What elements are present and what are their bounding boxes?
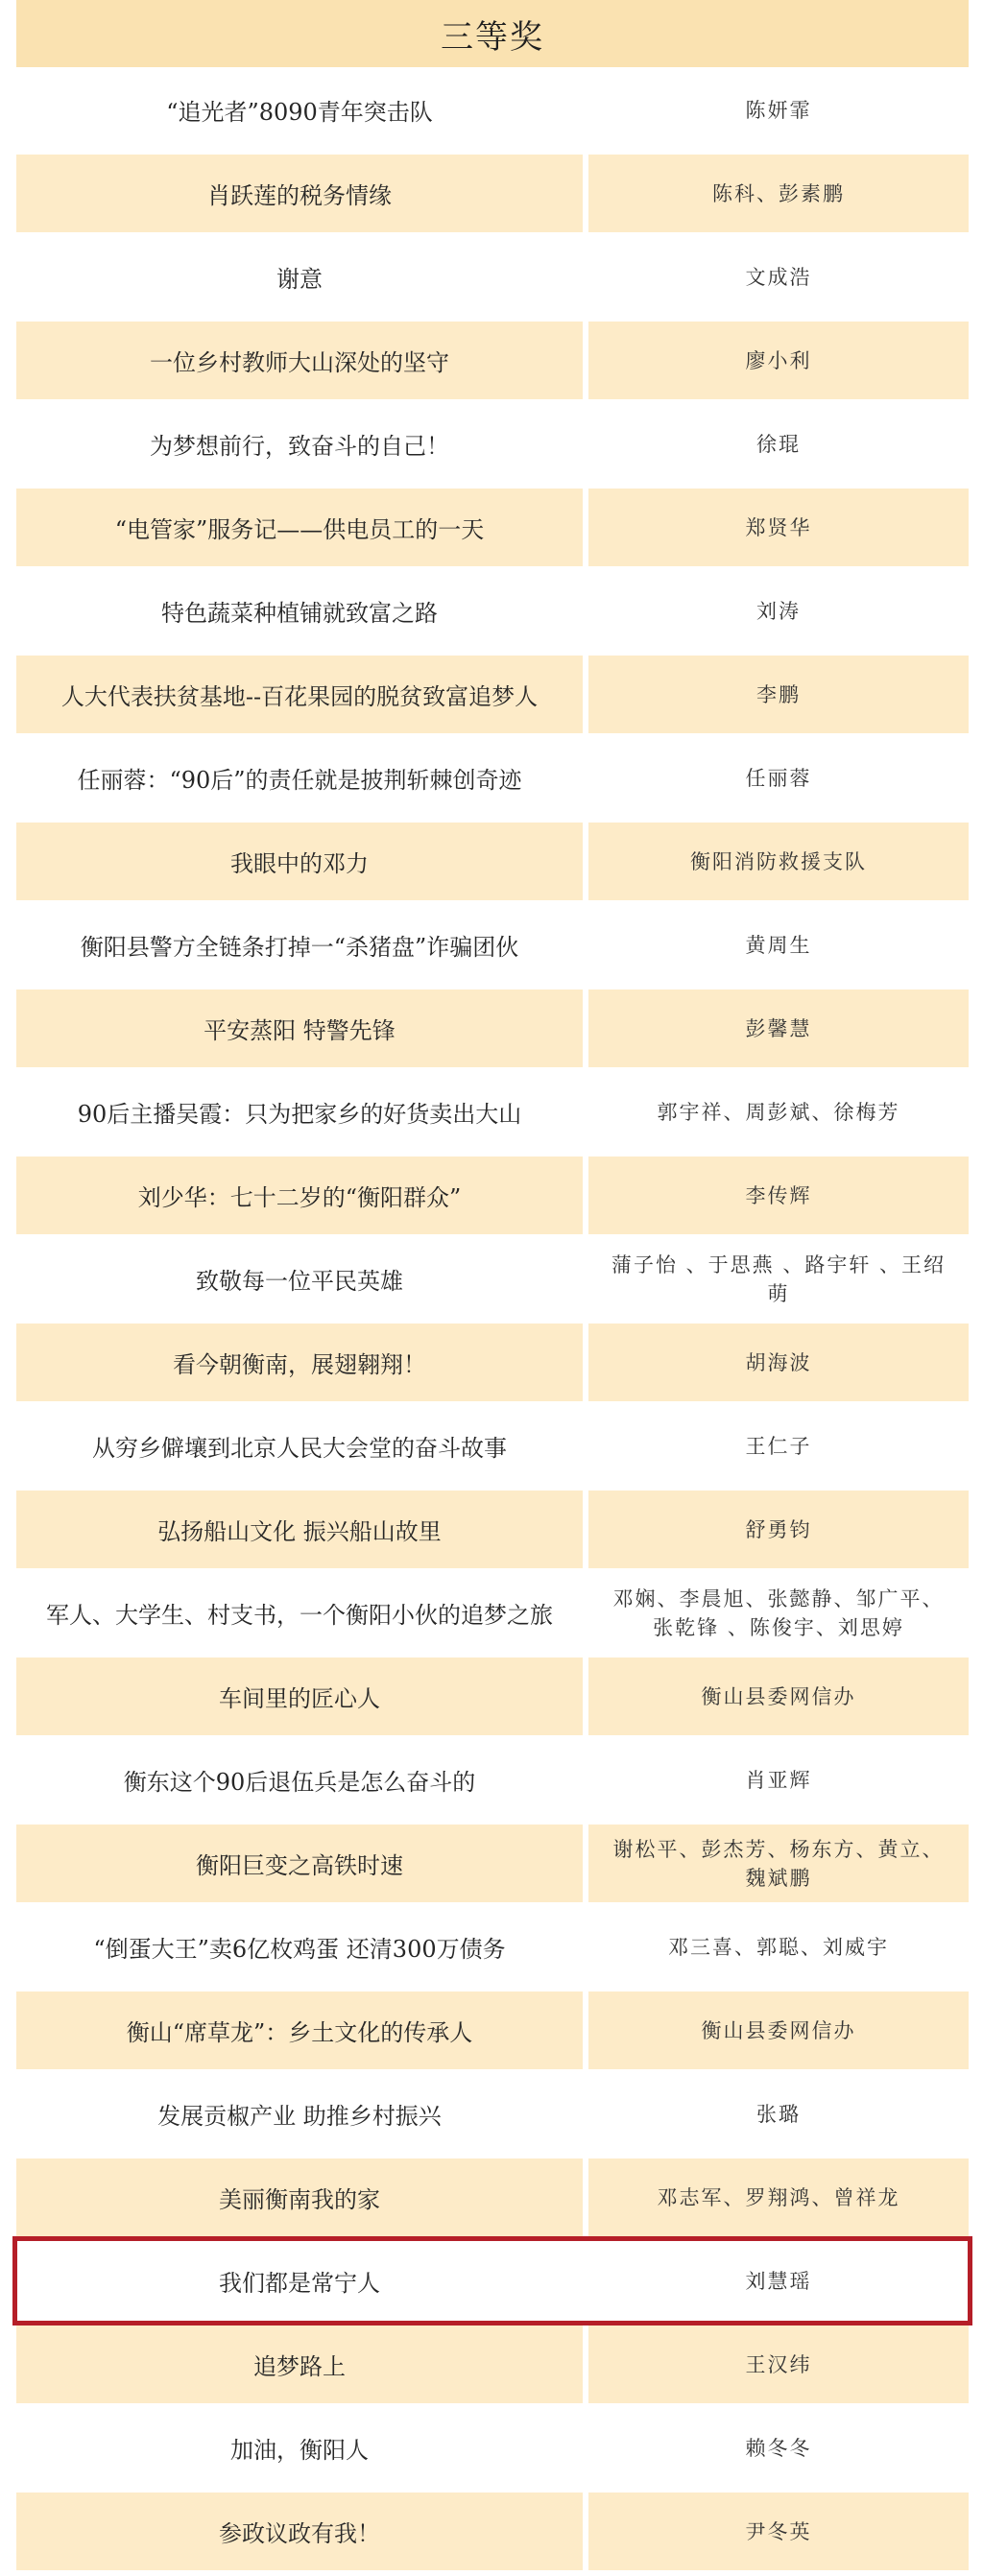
table-row <box>16 656 969 733</box>
table-row <box>16 739 969 817</box>
work-author: 张璐 <box>756 2102 801 2126</box>
work-author: 陈科、彭素鹏 <box>588 155 969 232</box>
work-title: 从穷乡僻壤到北京人民大会堂的奋斗故事 <box>92 1435 507 1462</box>
award-table <box>16 71 969 2576</box>
work-author: 邓志军、罗翔鸿、曾祥龙 <box>588 2159 969 2236</box>
work-title: 刘少华：七十二岁的“衡阳群众” <box>16 1157 583 1234</box>
table-row <box>16 572 969 650</box>
work-title: 参政议政有我！ <box>16 2493 583 2570</box>
work-title: 看今朝衡南，展翅翱翔！ <box>16 1324 583 1401</box>
table-row <box>16 2159 969 2236</box>
work-title: 任丽蓉：“90后”的责任就是披荆斩棘创奇迹 <box>77 767 522 794</box>
work-title: 发展贡椒产业 助推乡村振兴 <box>157 2103 442 2130</box>
work-title: 90后主播吴霞：只为把家乡的好货卖出大山 <box>77 1101 522 1128</box>
work-author: 胡海波 <box>588 1324 969 1401</box>
work-title: 平安蒸阳 特警先锋 <box>16 990 583 1067</box>
work-title: 为梦想前行，致奋斗的自己！ <box>150 433 449 460</box>
work-title: 人大代表扶贫基地--百花果园的脱贫致富追梦人 <box>16 656 583 733</box>
work-title: 我们都是常宁人 <box>219 2270 380 2297</box>
work-author: 李传辉 <box>588 1157 969 1234</box>
table-row <box>16 1574 969 1652</box>
work-title: “电管家”服务记——供电员工的一天 <box>16 489 583 566</box>
work-author: 李鹏 <box>588 656 969 733</box>
table-row <box>16 906 969 984</box>
work-author: 任丽蓉 <box>745 766 812 790</box>
work-author: 郭宇祥、周彭斌、徐梅芳 <box>657 1100 900 1124</box>
table-row <box>16 322 969 399</box>
award-category-title: 三等奖 <box>441 17 544 57</box>
work-author: 蒲子怡 、于思燕 、路宇轩 、王绍萌 <box>611 1252 947 1305</box>
table-row <box>16 1992 969 2069</box>
work-author: 王汉纬 <box>588 2326 969 2403</box>
work-author: 王仁子 <box>745 1434 812 1458</box>
work-title: 美丽衡南我的家 <box>16 2159 583 2236</box>
table-row <box>16 1741 969 1819</box>
table-row <box>16 1825 969 1902</box>
work-author: 谢松平、彭杰芳、杨东方、黄立、魏斌鹏 <box>588 1825 969 1902</box>
work-author: 刘涛 <box>756 599 801 623</box>
work-author: 彭馨慧 <box>588 990 969 1067</box>
work-title: 我眼中的邓力 <box>16 823 583 900</box>
work-author: 郑贤华 <box>588 489 969 566</box>
work-title: 一位乡村教师大山深处的坚守 <box>16 322 583 399</box>
table-row <box>16 1157 969 1234</box>
work-title: 衡阳县警方全链条打掉一“杀猪盘”诈骗团伙 <box>80 934 519 961</box>
work-title: 衡阳巨变之高铁时速 <box>16 1825 583 1902</box>
work-title: 加油，衡阳人 <box>230 2437 369 2464</box>
work-author: 徐琨 <box>756 432 801 456</box>
table-row <box>16 489 969 566</box>
table-row <box>16 1658 969 1735</box>
work-title: 衡山“席草龙”：乡土文化的传承人 <box>16 1992 583 2069</box>
work-title: 致敬每一位平民英雄 <box>196 1268 403 1295</box>
table-row <box>16 2075 969 2153</box>
table-row <box>16 2326 969 2403</box>
table-row <box>16 1240 969 1318</box>
work-author: 肖亚辉 <box>745 1768 812 1792</box>
table-row-highlighted <box>16 2242 969 2320</box>
work-author: 黄周生 <box>745 933 812 957</box>
work-author: 衡山县委网信办 <box>588 1658 969 1735</box>
table-row <box>16 823 969 900</box>
work-title: 肖跃莲的税务情缘 <box>16 155 583 232</box>
table-row <box>16 990 969 1067</box>
table-row <box>16 155 969 232</box>
work-author: 尹冬英 <box>588 2493 969 2570</box>
work-author: 舒勇钧 <box>588 1491 969 1568</box>
work-author: 廖小利 <box>588 322 969 399</box>
table-row <box>16 1324 969 1401</box>
work-title: 军人、大学生、村支书，一个衡阳小伙的追梦之旅 <box>46 1602 553 1629</box>
award-category-header <box>16 0 969 67</box>
work-title: “倒蛋大王”卖6亿枚鸡蛋 还清300万债务 <box>93 1936 506 1963</box>
table-row <box>16 71 969 149</box>
work-title: “追光者”8090青年突击队 <box>166 99 433 126</box>
work-title: 追梦路上 <box>16 2326 583 2403</box>
work-author: 邓三喜、郭聪、刘威宇 <box>668 1935 889 1959</box>
work-author: 赖冬冬 <box>745 2436 812 2460</box>
work-author: 刘慧瑶 <box>745 2269 812 2293</box>
work-title: 车间里的匠心人 <box>16 1658 583 1735</box>
table-row <box>16 2493 969 2570</box>
work-author: 陈妍霏 <box>745 98 812 122</box>
table-row <box>16 238 969 316</box>
table-row <box>16 2409 969 2487</box>
work-author: 文成浩 <box>745 265 812 289</box>
table-row <box>16 1407 969 1485</box>
table-row <box>16 1491 969 1568</box>
table-row <box>16 405 969 483</box>
work-author: 邓娴、李晨旭、张懿静、邹广平、张乾锋 、陈俊宇、刘思婷 <box>612 1586 945 1639</box>
table-row <box>16 1073 969 1151</box>
work-title: 谢意 <box>276 266 323 293</box>
work-title: 弘扬船山文化 振兴船山故里 <box>16 1491 583 1568</box>
work-author: 衡山县委网信办 <box>588 1992 969 2069</box>
work-title: 衡东这个90后退伍兵是怎么奋斗的 <box>123 1769 476 1796</box>
table-row <box>16 1908 969 1986</box>
work-title: 特色蔬菜种植铺就致富之路 <box>161 600 438 627</box>
work-author: 衡阳消防救援支队 <box>588 823 969 900</box>
